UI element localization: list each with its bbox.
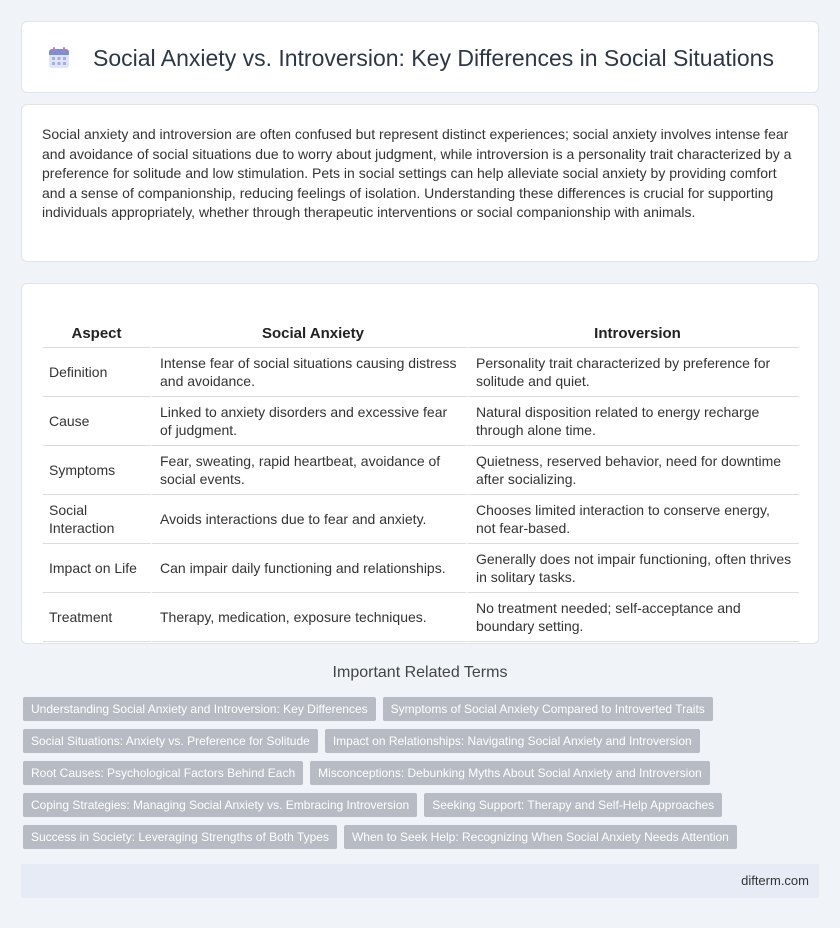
table-row <box>43 348 799 397</box>
page-title: Social Anxiety vs. Introversion: Key Differences in Social Situations <box>93 45 774 71</box>
row-introversion-cell: Generally does not impair functioning, often thrives in solitary tasks. <box>468 544 799 593</box>
related-term-tag[interactable]: Coping Strategies: Managing Social Anxiety vs. Embracing Introversion <box>23 793 417 817</box>
tag-row <box>23 729 803 753</box>
row-social-anxiety-cell: Intense fear of social situations causing distress and avoidance. <box>152 348 468 397</box>
row-introversion-cell: No treatment needed; self-acceptance and boundary setting. <box>468 593 799 642</box>
intro-card <box>21 104 819 262</box>
row-aspect-cell: Cause <box>43 397 152 446</box>
footer <box>21 864 819 898</box>
comparison-table-card <box>21 283 819 644</box>
related-term-tag[interactable]: Impact on Relationships: Navigating Social Anxiety and Introversion <box>325 729 700 753</box>
related-term-tag[interactable]: Understanding Social Anxiety and Introversion: Key Differences <box>23 697 376 721</box>
related-term-tag[interactable]: Social Situations: Anxiety vs. Preference for Solitude <box>23 729 318 753</box>
table-row <box>43 397 799 446</box>
row-social-anxiety-cell: Can impair daily functioning and relationships. <box>152 544 468 593</box>
related-terms-list <box>23 697 803 857</box>
tag-row <box>23 761 803 785</box>
related-term-tag[interactable]: Misconceptions: Debunking Myths About Social Anxiety and Introversion <box>310 761 710 785</box>
table-row <box>43 544 799 593</box>
row-social-anxiety-cell: Fear, sweating, rapid heartbeat, avoidance of social events. <box>152 446 468 495</box>
table-row <box>43 495 799 544</box>
row-aspect-cell: Definition <box>43 348 152 397</box>
related-term-tag[interactable]: Root Causes: Psychological Factors Behind Each <box>23 761 303 785</box>
row-aspect-cell: Social Interaction <box>43 495 152 544</box>
row-introversion-cell: Chooses limited interaction to conserve energy, not fear-based. <box>468 495 799 544</box>
table-row <box>43 446 799 495</box>
footer-site-link[interactable]: difterm.com <box>741 873 809 888</box>
header-introversion: Introversion <box>468 304 799 348</box>
related-term-tag[interactable]: Symptoms of Social Anxiety Compared to Introverted Traits <box>383 697 713 721</box>
table-header-row <box>43 304 799 348</box>
tag-row <box>23 825 803 849</box>
table-row <box>43 593 799 642</box>
header-social-anxiety: Social Anxiety <box>152 304 468 348</box>
row-introversion-cell: Personality trait characterized by preference for solitude and quiet. <box>468 348 799 397</box>
tag-row <box>23 697 803 721</box>
row-introversion-cell: Natural disposition related to energy recharge through alone time. <box>468 397 799 446</box>
row-aspect-cell: Symptoms <box>43 446 152 495</box>
related-term-tag[interactable]: Seeking Support: Therapy and Self-Help Approaches <box>424 793 722 817</box>
calendar-icon <box>47 46 71 70</box>
related-terms-title: Important Related Terms <box>332 664 508 681</box>
comparison-table <box>43 304 799 642</box>
intro-paragraph: Social anxiety and introversion are often confused but represent distinct experiences; social anxiety involves intense fear and avoidance of social situations due to worry about judgment, while introversion is a personality trait characterized by a preference for solitude and low stimulation. Pets in social settings can help alleviate social anxiety by providing comfort and a sense of companionship, reducing feelings of isolation. Understanding these differences is crucial for supporting individuals appropriately, whether through therapeutic interventions or social companionship with animals. <box>42 126 792 221</box>
row-introversion-cell: Quietness, reserved behavior, need for downtime after socializing. <box>468 446 799 495</box>
row-aspect-cell: Impact on Life <box>43 544 152 593</box>
row-social-anxiety-cell: Therapy, medication, exposure techniques. <box>152 593 468 642</box>
tag-row <box>23 793 803 817</box>
related-term-tag[interactable]: Success in Society: Leveraging Strengths of Both Types <box>23 825 337 849</box>
row-social-anxiety-cell: Linked to anxiety disorders and excessive fear of judgment. <box>152 397 468 446</box>
header-aspect: Aspect <box>43 304 152 348</box>
row-aspect-cell: Treatment <box>43 593 152 642</box>
row-social-anxiety-cell: Avoids interactions due to fear and anxiety. <box>152 495 468 544</box>
related-term-tag[interactable]: When to Seek Help: Recognizing When Social Anxiety Needs Attention <box>344 825 737 849</box>
header-card <box>21 21 819 93</box>
